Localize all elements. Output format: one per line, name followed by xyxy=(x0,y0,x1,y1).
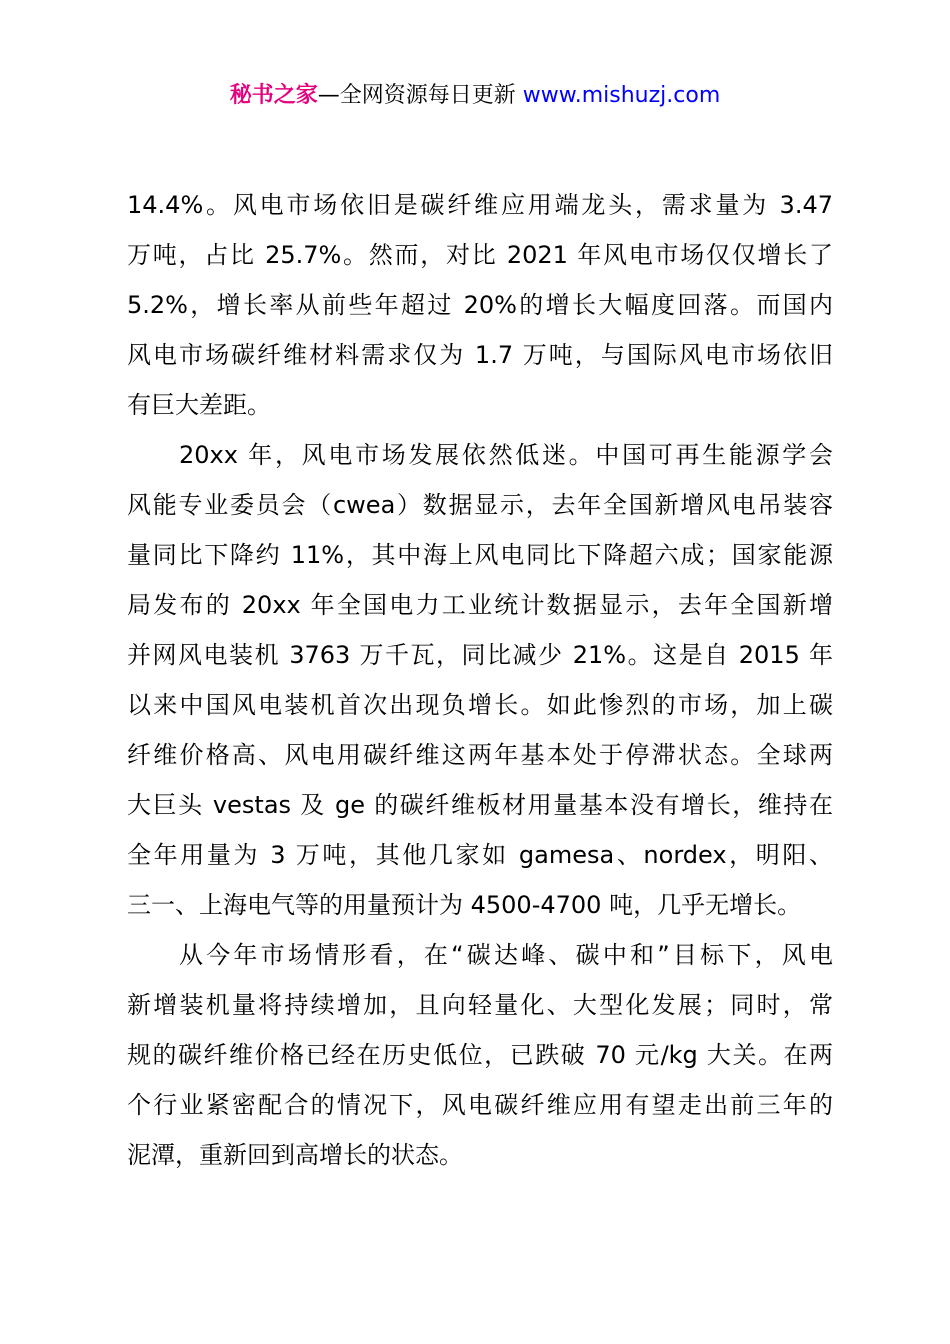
paragraph-1 xyxy=(127,180,833,430)
text-line: 大巨头 vestas 及 ge 的碳纤维板材用量基本没有增长，维持在 xyxy=(127,791,833,819)
text-line: 全年用量为 3 万吨，其他几家如 gamesa、nordex，明阳、 xyxy=(127,841,833,869)
document-body xyxy=(127,180,833,1180)
text-line: 新增装机量将持续增加，且向轻量化、大型化发展；同时，常 xyxy=(127,991,833,1019)
paragraph-3 xyxy=(127,930,833,1180)
header-slogan: —全网资源每日更新 xyxy=(317,83,516,108)
text-line: 并网风电装机 3763 万千瓦，同比减少 21%。这是自 2015 年 xyxy=(127,641,833,669)
text-line: 从今年市场情形看，在“碳达峰、碳中和”目标下，风电 xyxy=(179,941,833,969)
paragraph-2 xyxy=(127,430,833,930)
text-line: 风能专业委员会（cwea）数据显示，去年全国新增风电吊装容 xyxy=(127,491,833,519)
text-line: 20xx 年，风电市场发展依然低迷。中国可再生能源学会 xyxy=(179,441,833,469)
page-header xyxy=(0,80,950,112)
text-line: 泥潭，重新回到高增长的状态。 xyxy=(127,1141,463,1169)
text-line: 局发布的 20xx 年全国电力工业统计数据显示，去年全国新增 xyxy=(127,591,833,619)
text-line: 5.2%，增长率从前些年超过 20%的增长大幅度回落。而国内 xyxy=(127,291,833,319)
site-url-link[interactable]: www.mishuzj.com xyxy=(522,83,721,108)
text-line: 风电市场碳纤维材料需求仅为 1.7 万吨，与国际风电市场依旧 xyxy=(127,341,833,369)
text-line: 14.4%。风电市场依旧是碳纤维应用端龙头，需求量为 3.47 xyxy=(127,191,833,219)
text-line: 纤维价格高、风电用碳纤维这两年基本处于停滞状态。全球两 xyxy=(127,741,833,769)
text-line: 规的碳纤维价格已经在历史低位，已跌破 70 元/kg 大关。在两 xyxy=(127,1041,833,1069)
text-line: 个行业紧密配合的情况下，风电碳纤维应用有望走出前三年的 xyxy=(127,1091,833,1119)
text-line: 万吨，占比 25.7%。然而，对比 2021 年风电市场仅仅增长了 xyxy=(127,241,833,269)
text-line: 三一、上海电气等的用量预计为 4500-4700 吨，几乎无增长。 xyxy=(127,891,802,919)
text-line: 量同比下降约 11%，其中海上风电同比下降超六成；国家能源 xyxy=(127,541,833,569)
brand-name: 秘书之家 xyxy=(229,83,318,108)
text-line: 有巨大差距。 xyxy=(127,391,271,419)
text-line: 以来中国风电装机首次出现负增长。如此惨烈的市场，加上碳 xyxy=(127,691,833,719)
